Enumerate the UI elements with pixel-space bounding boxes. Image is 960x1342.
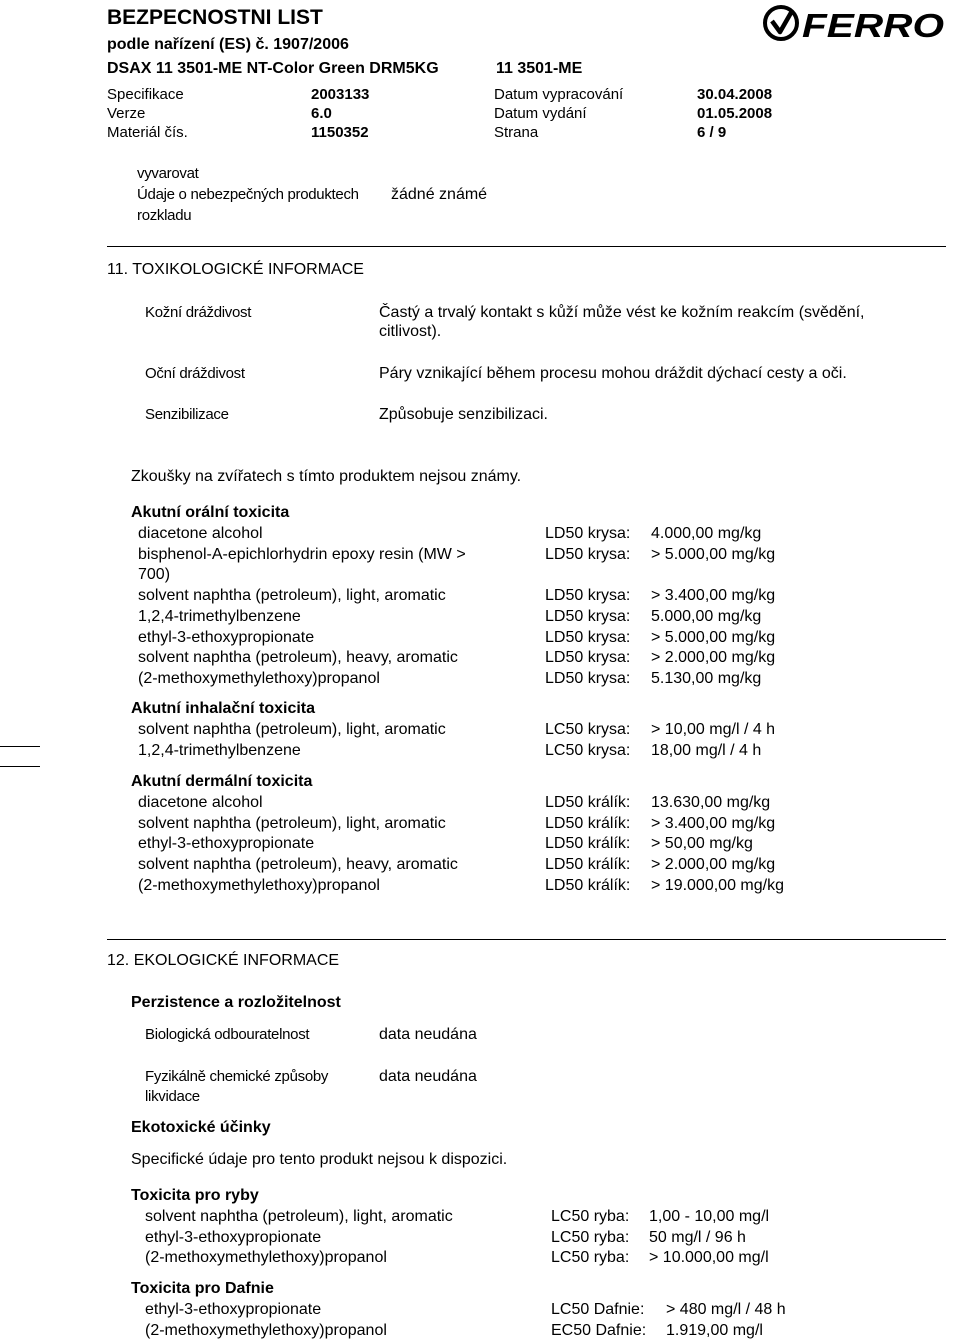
test-value: > 19.000,00 mg/kg <box>651 876 784 894</box>
substance-name: 700) <box>138 566 171 584</box>
test-value: > 2.000,00 mg/kg <box>651 649 776 667</box>
substance-name: (2-methoxymethylethoxy)propanol <box>138 876 380 894</box>
test-type: LC50 ryba: <box>551 1208 630 1225</box>
meta-value-specification: 2003133 <box>311 86 370 103</box>
test-type: LD50 krysa: <box>545 607 631 625</box>
test-value: > 10.000,00 mg/l <box>649 1249 769 1266</box>
substance-name: solvent naphtha (petroleum), light, aromatic <box>138 814 446 832</box>
test-value: > 10,00 mg/l / 4 h <box>651 721 776 738</box>
substance-name: diacetone alcohol <box>138 794 263 811</box>
section-12-heading: 12. EKOLOGICKÉ INFORMACE <box>107 952 340 969</box>
test-type: LD50 králík: <box>545 814 631 832</box>
ecotoxic-effects-heading: Ekotoxické účinky <box>131 1119 271 1136</box>
daphnia-toxicity-heading: Toxicita pro Dafnie <box>131 1280 274 1297</box>
avoid-text: vyvarovat <box>137 165 199 182</box>
test-type: LD50 krysa: <box>545 525 631 542</box>
substance-name: (2-methoxymethylethoxy)propanol <box>138 669 380 687</box>
substance-name: solvent naphtha (petroleum), light, aromatic <box>138 721 446 738</box>
sensitization-label: Senzibilizace <box>145 406 229 423</box>
test-type: LC50 ryba: <box>551 1249 630 1266</box>
physchem-disposal-label-line1: Fyzikálně chemické způsoby <box>145 1068 329 1085</box>
substance-name: 1,2,4-trimethylbenzene <box>138 607 301 625</box>
animal-test-note: Zkoušky na zvířatech s tímto produktem nejsou známy. <box>131 468 522 485</box>
regulation-reference: podle nařízení (ES) č. 1907/2006 <box>107 36 349 53</box>
test-type: LC50 krysa: <box>545 741 631 759</box>
test-value: 1.919,00 mg/l <box>666 1321 763 1339</box>
substance-name: ethyl-3-ethoxypropionate <box>145 1228 322 1246</box>
substance-name: solvent naphtha (petroleum), light, aromatic <box>138 587 446 605</box>
logo-text: FERRO <box>802 7 945 42</box>
meta-label-version: Verze <box>107 105 146 122</box>
biodegradability-value: data neudána <box>379 1026 477 1043</box>
test-type: LD50 krysa: <box>545 669 631 687</box>
fish-toxicity-heading: Toxicita pro ryby <box>131 1187 259 1204</box>
meta-value-version: 6.0 <box>311 105 332 122</box>
meta-label-page: Strana <box>494 124 539 141</box>
test-type: EC50 Dafnie: <box>551 1321 647 1339</box>
test-type: LD50 králík: <box>545 876 631 894</box>
substance-name: 1,2,4-trimethylbenzene <box>138 741 301 759</box>
ecotoxic-effects-text: Specifické údaje pro tento produkt nejsou k dispozici. <box>131 1151 508 1168</box>
eye-irritation-label: Oční dráždivost <box>145 365 245 382</box>
meta-label-material: Materiál čís. <box>107 124 188 141</box>
test-type: LD50 králík: <box>545 794 631 811</box>
document-title: BEZPECNOSTNI LIST <box>107 6 323 29</box>
skin-irritation-label: Kožní dráždivost <box>145 304 252 321</box>
test-type: LC50 ryba: <box>551 1228 630 1246</box>
test-type: LD50 krysa: <box>545 587 631 605</box>
test-value: > 50,00 mg/kg <box>651 835 753 853</box>
test-type: LC50 krysa: <box>545 721 631 738</box>
test-type: LC50 Dafnie: <box>551 1301 645 1318</box>
physchem-disposal-label-line2: likvidace <box>145 1088 200 1105</box>
meta-label-date-issued: Datum vydání <box>494 105 587 122</box>
test-value: 1,00 - 10,00 mg/l <box>649 1208 770 1225</box>
ferro-logo <box>762 4 946 42</box>
meta-value-date-prepared: 30.04.2008 <box>697 86 773 103</box>
biodegradability-label: Biologická odbouratelnost <box>145 1026 310 1043</box>
decomposition-label-line2: rozkladu <box>137 207 192 224</box>
meta-value-page: 6 / 9 <box>697 124 727 141</box>
test-type: LD50 králík: <box>545 835 631 853</box>
margin-mark <box>0 766 40 767</box>
test-value: 13.630,00 mg/kg <box>651 794 771 811</box>
substance-name: diacetone alcohol <box>138 525 263 542</box>
substance-name: ethyl-3-ethoxypropionate <box>138 628 315 646</box>
product-name: DSAX 11 3501-ME NT-Color Green DRM5KG <box>107 60 439 77</box>
test-value: 4.000,00 mg/kg <box>651 525 762 542</box>
test-value: > 5.000,00 mg/kg <box>651 628 776 646</box>
substance-name: solvent naphtha (petroleum), light, aromatic <box>145 1208 453 1225</box>
test-value: 18,00 mg/l / 4 h <box>651 741 762 759</box>
test-value: 5.130,00 mg/kg <box>651 669 762 687</box>
skin-irritation-text-line2: citlivost). <box>379 323 442 340</box>
substance-name: ethyl-3-ethoxypropionate <box>145 1301 322 1318</box>
meta-value-material: 1150352 <box>311 124 369 141</box>
test-type: LD50 králík: <box>545 856 631 874</box>
decomposition-label-line1: Údaje o nebezpečných produktech <box>137 186 359 203</box>
skin-irritation-text-line1: Častý a trvalý kontakt s kůží může vést ke kožním reakcím (svědění, <box>379 304 865 321</box>
substance-name: solvent naphtha (petroleum), heavy, aromatic <box>138 856 458 874</box>
test-value: > 5.000,00 mg/kg <box>651 545 776 563</box>
test-value: > 3.400,00 mg/kg <box>651 814 776 832</box>
substance-name: solvent naphtha (petroleum), heavy, aromatic <box>138 649 458 667</box>
decomposition-value: žádné známé <box>391 186 488 203</box>
meta-label-specification: Specifikace <box>107 86 184 103</box>
oral-toxicity-heading: Akutní orální toxicita <box>131 504 290 521</box>
substance-name: ethyl-3-ethoxypropionate <box>138 835 315 853</box>
section-11-heading: 11. TOXIKOLOGICKÉ INFORMACE <box>107 261 364 278</box>
test-type: LD50 krysa: <box>545 545 631 563</box>
test-type: LD50 krysa: <box>545 649 631 667</box>
product-code: 11 3501-ME <box>496 60 583 77</box>
substance-name: bisphenol-A-epichlorhydrin epoxy resin (MW > <box>138 545 466 563</box>
sensitization-text: Způsobuje senzibilizaci. <box>379 406 548 423</box>
test-value: 5.000,00 mg/kg <box>651 607 762 625</box>
test-value: > 2.000,00 mg/kg <box>651 856 776 874</box>
physchem-disposal-value: data neudána <box>379 1068 477 1085</box>
meta-value-date-issued: 01.05.2008 <box>697 105 773 122</box>
persistence-heading: Perzistence a rozložitelnost <box>131 994 341 1011</box>
test-value: > 3.400,00 mg/kg <box>651 587 776 605</box>
meta-label-date-prepared: Datum vypracování <box>494 86 624 103</box>
margin-mark <box>0 746 40 747</box>
section-divider <box>107 939 946 940</box>
test-value: 50 mg/l / 96 h <box>649 1228 746 1246</box>
inhalation-toxicity-heading: Akutní inhalační toxicita <box>131 700 316 717</box>
substance-name: (2-methoxymethylethoxy)propanol <box>145 1249 387 1266</box>
section-divider <box>107 246 946 247</box>
eye-irritation-text: Páry vznikající během procesu mohou dráždit dýchací cesty a oči. <box>379 365 847 382</box>
dermal-toxicity-heading: Akutní dermální toxicita <box>131 773 313 790</box>
substance-name: (2-methoxymethylethoxy)propanol <box>145 1321 387 1339</box>
test-type: LD50 krysa: <box>545 628 631 646</box>
test-value: > 480 mg/l / 48 h <box>666 1301 786 1318</box>
